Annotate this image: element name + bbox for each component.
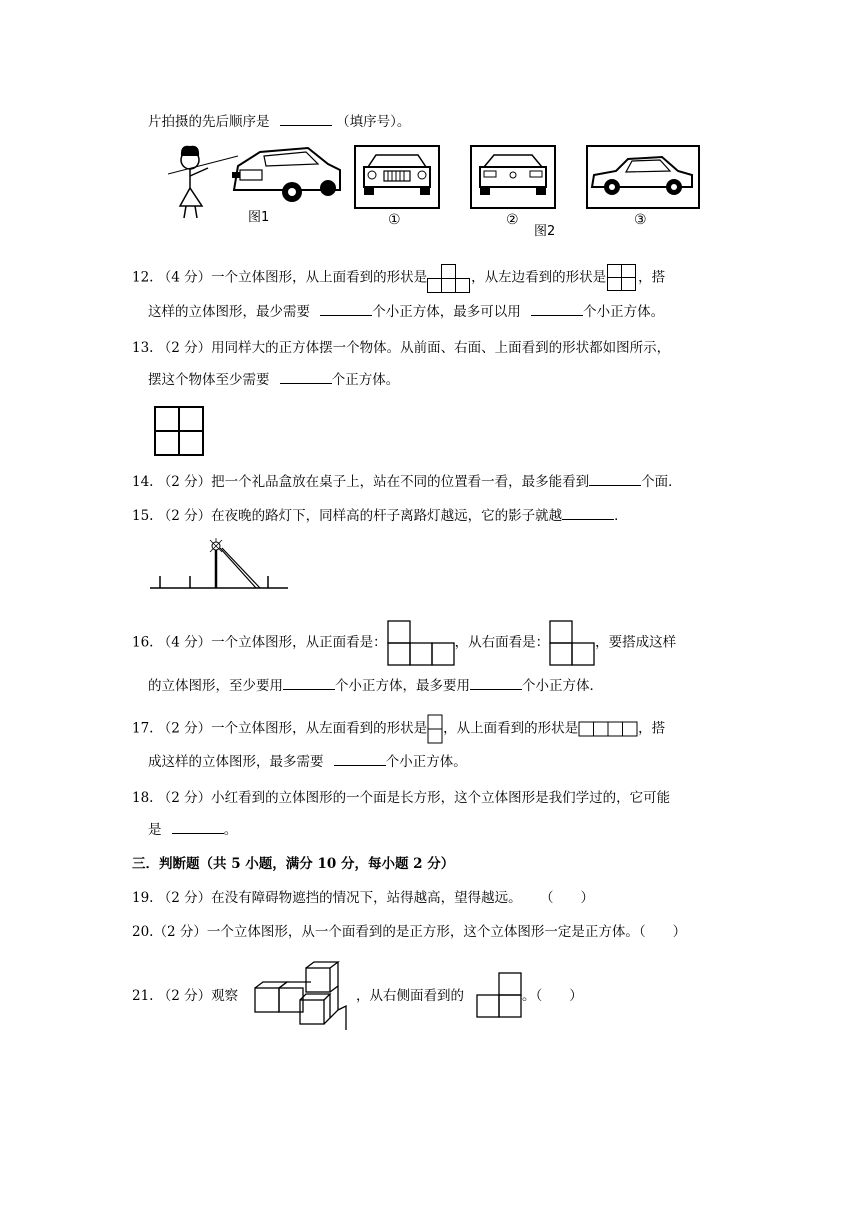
q16-right-view-icon <box>549 620 595 666</box>
q11-label-2: ② <box>506 212 519 228</box>
q13-text-c: 个正方体。 <box>331 372 400 388</box>
q12-left-view-icon <box>606 263 638 293</box>
q17-text-a: 一个立体图形，从左面看到的形状是 <box>211 720 428 737</box>
q18-line1 <box>132 788 670 808</box>
q17-text-c: ，搭 <box>638 720 666 737</box>
q20-answer-paren[interactable]: （ ） <box>638 924 687 940</box>
q12-blank-min[interactable] <box>320 302 372 316</box>
q11-label-1: ① <box>388 212 401 228</box>
q18-text-c: 。 <box>223 822 238 838</box>
q13-number: 13. <box>132 340 154 356</box>
q17-top-view-icon <box>578 720 638 738</box>
q13-line1 <box>132 338 670 358</box>
q12-line2 <box>148 302 664 322</box>
q14-blank[interactable] <box>589 472 641 486</box>
q15-streetlight-figure <box>148 538 292 594</box>
q21-tail-line <box>522 986 583 1006</box>
q21-text-c: 。 <box>522 988 536 1004</box>
q21-right-view-icon <box>476 972 522 1018</box>
q16-text-c: ，要搭成这样 <box>595 634 677 651</box>
q16-line1 <box>132 620 676 666</box>
q19-text-a: 在没有障碍物遮挡的情况下，站得越高，望得越远。 <box>211 890 522 906</box>
q21-number: 21. <box>132 988 154 1004</box>
q19-number: 19. <box>132 890 154 906</box>
q17-text-d: 成这样的立体图形，最多需要 <box>148 754 324 770</box>
q11-continuation <box>148 112 410 132</box>
q12-text-b: ，从左边看到的形状是 <box>471 269 607 286</box>
q14-text-a: 把一个礼品盒放在桌子上，站在不同的位置看一看，最多能看到 <box>211 474 590 490</box>
q13-score: （2 分） <box>157 340 212 356</box>
q20-score: （2 分） <box>153 924 207 940</box>
q15-number: 15. <box>132 508 154 524</box>
q16-text-d: 的立体图形，至少要用 <box>148 678 283 694</box>
q15-text-a: 在夜晚的路灯下，同样高的杆子离路灯越远，它的影子就越 <box>211 508 563 524</box>
q17-number: 17. <box>132 720 154 737</box>
q17-left-view-icon <box>427 714 443 744</box>
fig2-label: 图2 <box>534 224 556 239</box>
q20-number: 20. <box>132 924 154 940</box>
q13-blank[interactable] <box>280 370 332 384</box>
q18-text-b: 是 <box>148 822 162 838</box>
q13-square-view-icon <box>154 406 204 456</box>
q19-answer-paren[interactable]: （ ） <box>539 890 594 906</box>
q21-answer-paren[interactable]: （ ） <box>535 988 583 1004</box>
q12-line1 <box>132 262 665 294</box>
q15-score: （2 分） <box>157 508 212 524</box>
q16-blank-max[interactable] <box>470 676 522 690</box>
fig1-label: 图1 <box>248 210 270 225</box>
q11-blank[interactable] <box>280 112 332 126</box>
q21-text-b-line <box>356 986 464 1006</box>
q17-text-e: 个小正方体。 <box>385 754 467 770</box>
section-heading: 三．判断题（共 5 小题，满分 10 分，每小题 2 分） <box>132 856 455 872</box>
q18-blank[interactable] <box>172 820 224 834</box>
q16-blank-min[interactable] <box>283 676 335 690</box>
q17-score: （2 分） <box>157 720 212 737</box>
q14-number: 14. <box>132 474 154 490</box>
q12-text-e: 个小正方体，最多可以用 <box>372 304 521 320</box>
q16-text-b: ，从右面看是： <box>454 634 550 651</box>
q16-text-a: 一个立体图形，从正面看是： <box>211 634 387 651</box>
q17-line2 <box>148 752 467 772</box>
q13-line2 <box>148 370 399 390</box>
q16-text-e: 个小正方体，最多要用 <box>335 678 470 694</box>
q17-blank[interactable] <box>334 752 386 766</box>
q16-text-f: 个小正方体． <box>522 678 603 694</box>
q12-top-view-icon <box>427 262 471 294</box>
q12-text-f: 个小正方体。 <box>583 304 665 320</box>
q11-label-3: ③ <box>634 212 647 228</box>
q14-score: （2 分） <box>157 474 212 490</box>
q16-number: 16. <box>132 634 154 651</box>
q12-text-d: 这样的立体图形，最少需要 <box>148 304 310 320</box>
q15-line <box>132 506 628 526</box>
q11-car-back-view <box>470 145 556 209</box>
q12-score: （4 分） <box>157 269 212 286</box>
q17-text-b: ，从上面看到的形状是 <box>443 720 579 737</box>
q18-score: （2 分） <box>157 790 212 806</box>
q15-text-b: ． <box>614 508 628 524</box>
q18-text-a: 小红看到的立体图形的一个面是长方形，这个立体图形是我们学过的，它可能 <box>211 790 671 806</box>
q18-line2 <box>148 820 237 840</box>
q15-blank[interactable] <box>562 506 614 520</box>
q19-line <box>132 888 594 908</box>
q16-score: （4 分） <box>157 634 212 651</box>
q14-line <box>132 472 682 492</box>
q13-text-b: 摆这个物体至少需要 <box>148 372 270 388</box>
q21-text-b: ，从右侧面看到的 <box>356 988 464 1004</box>
q11-text: 片拍摄的先后顺序是 <box>148 114 270 130</box>
q16-front-view-icon <box>387 620 455 666</box>
q12-text-c: ，搭 <box>638 269 666 286</box>
q11-tail: （填序号）。 <box>336 114 411 130</box>
q16-line2 <box>148 676 603 696</box>
q11-car-side-view <box>586 145 700 209</box>
q21-number-text <box>132 986 238 1006</box>
q21-score: （2 分） <box>157 988 212 1004</box>
q14-text-b: 个面． <box>641 474 682 490</box>
q13-text-a: 用同样大的正方体摆一个物体。从前面、右面、上面看到的形状都如图所示， <box>211 340 671 356</box>
q21-cube-stack-figure <box>254 956 350 1032</box>
q18-number: 18. <box>132 790 154 806</box>
q20-line <box>132 922 686 942</box>
q21-text-a: 观察 <box>211 988 239 1004</box>
q12-number: 12. <box>132 269 154 286</box>
q17-line1 <box>132 714 665 744</box>
q19-score: （2 分） <box>157 890 212 906</box>
q11-car-front-view <box>354 145 440 209</box>
q12-text-a: 一个立体图形，从上面看到的形状是 <box>211 269 428 286</box>
q20-text-a: 一个立体图形，从一个面看到的是正方形，这个立体图形一定是正方体。 <box>206 924 639 940</box>
q12-blank-max[interactable] <box>531 302 583 316</box>
